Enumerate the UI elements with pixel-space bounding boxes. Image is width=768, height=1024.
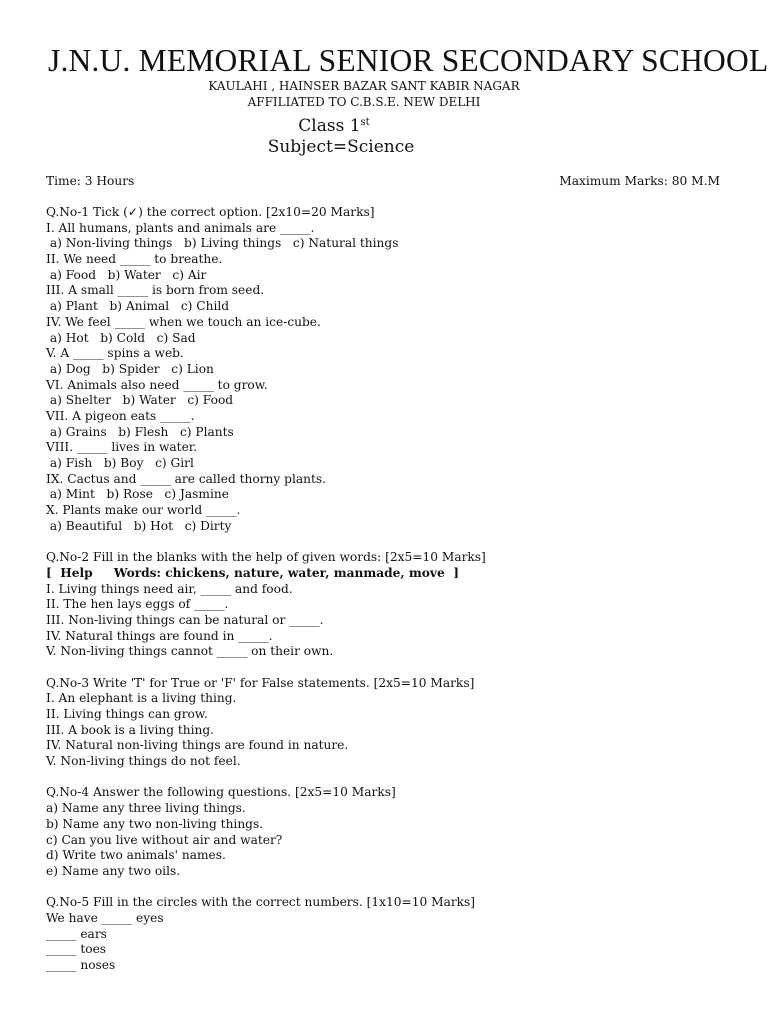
maximum-marks: Maximum Marks: 80 M.M [559,174,720,188]
section-gap [46,660,736,676]
exam-time: Time: 3 Hours [46,174,135,188]
q3-line: V. Non-living things do not feel. [46,754,241,769]
school-name: J.N.U. MEMORIAL SENIOR SECONDARY SCHOOL [48,43,768,78]
q1-line: IX. Cactus and _____ are called thorny plants. [46,471,326,486]
class-suffix: st [360,117,370,128]
q1-line: II. We need _____ to breathe. [46,252,223,267]
q1-title: Q.No-1 Tick (✓) the correct option. [2x10=20 Marks] [46,205,375,219]
q4-line: a) Name any three living things. [46,801,246,816]
q5-title: Q.No-5 Fill in the circles with the correct numbers. [1x10=10 Marks] [46,895,476,910]
q2-help-words: [ Help Words: chickens, nature, water, manmade, move ] [46,565,460,580]
section-gap [46,880,736,896]
q1-line: X. Plants make our world _____. [46,503,241,518]
q1-line: VIII. _____ lives in water. [46,440,198,455]
q3-line: I. An elephant is a living thing. [46,691,237,706]
q1-line: a) Mint b) Rose c) Jasmine [46,487,229,502]
q1-line: VII. A pigeon eats _____. [46,408,195,423]
q4-line: c) Can you live without air and water? [46,832,283,847]
class-heading [0,111,718,138]
section-gap [46,534,736,550]
q1-line: a) Dog b) Spider c) Lion [46,361,214,376]
subject-heading: Subject=Science [267,137,415,157]
q5-line: _____ ears [46,926,107,941]
q1-line: VI. Animals also need _____ to grow. [46,377,268,392]
q3-line: IV. Natural non-living things are found in nature. [46,738,349,753]
q3-line: II. Living things can grow. [46,707,208,721]
q5-line: _____ noses [46,958,116,972]
q3-line: III. A book is a living thing. [46,722,215,737]
q2-line: IV. Natural things are found in _____. [46,628,273,643]
q1-line: a) Non-living things b) Living things c) Natural things [46,236,399,251]
q1-line: a) Hot b) Cold c) Sad [46,330,196,345]
q1-line: I. All humans, plants and animals are _____. [46,220,315,235]
school-address: KAULAHI , HAINSER BAZAR SANT KABIR NAGAR [208,79,520,93]
q4-title: Q.No-4 Answer the following questions. [2x5=10 Marks] [46,785,396,800]
q1-line: a) Food b) Water c) Air [46,267,207,282]
q4-line: b) Name any two non-living things. [46,816,264,831]
q2-title: Q.No-2 Fill in the blanks with the help of given words: [2x5=10 Marks] [46,550,486,565]
q1-line: a) Beautiful b) Hot c) Dirty [46,518,232,533]
q2-line: II. The hen lays eggs of _____. [46,597,229,612]
q1-line: a) Plant b) Animal c) Child [46,299,230,314]
q2-line: V. Non-living things cannot _____ on their own. [46,644,334,659]
q4-line: d) Write two animals' names. [46,848,226,863]
q1-line: V. A _____ spins a web. [46,346,184,361]
school-affiliation: AFFILIATED TO C.B.S.E. NEW DELHI [247,95,481,109]
q2-line: I. Living things need air, _____ and food. [46,581,293,596]
section-gap [46,770,736,786]
q3-title: Q.No-3 Write 'T' for True or 'F' for False statements. [2x5=10 Marks] [46,675,475,690]
question-body [46,205,736,974]
q1-line: a) Shelter b) Water c) Food [46,393,234,408]
q1-line: a) Fish b) Boy c) Girl [46,456,194,470]
q1-line: IV. We feel _____ when we touch an ice-cube. [46,314,321,329]
q1-line: a) Grains b) Flesh c) Plants [46,424,234,439]
q1-line: III. A small _____ is born from seed. [46,283,265,298]
q4-line: e) Name any two oils. [46,863,181,878]
q5-line: We have _____ eyes [46,910,164,925]
class-text: Class 1 [298,116,361,136]
q2-line: III. Non-living things can be natural or _____. [46,612,324,627]
q5-line: _____ toes [46,942,107,957]
